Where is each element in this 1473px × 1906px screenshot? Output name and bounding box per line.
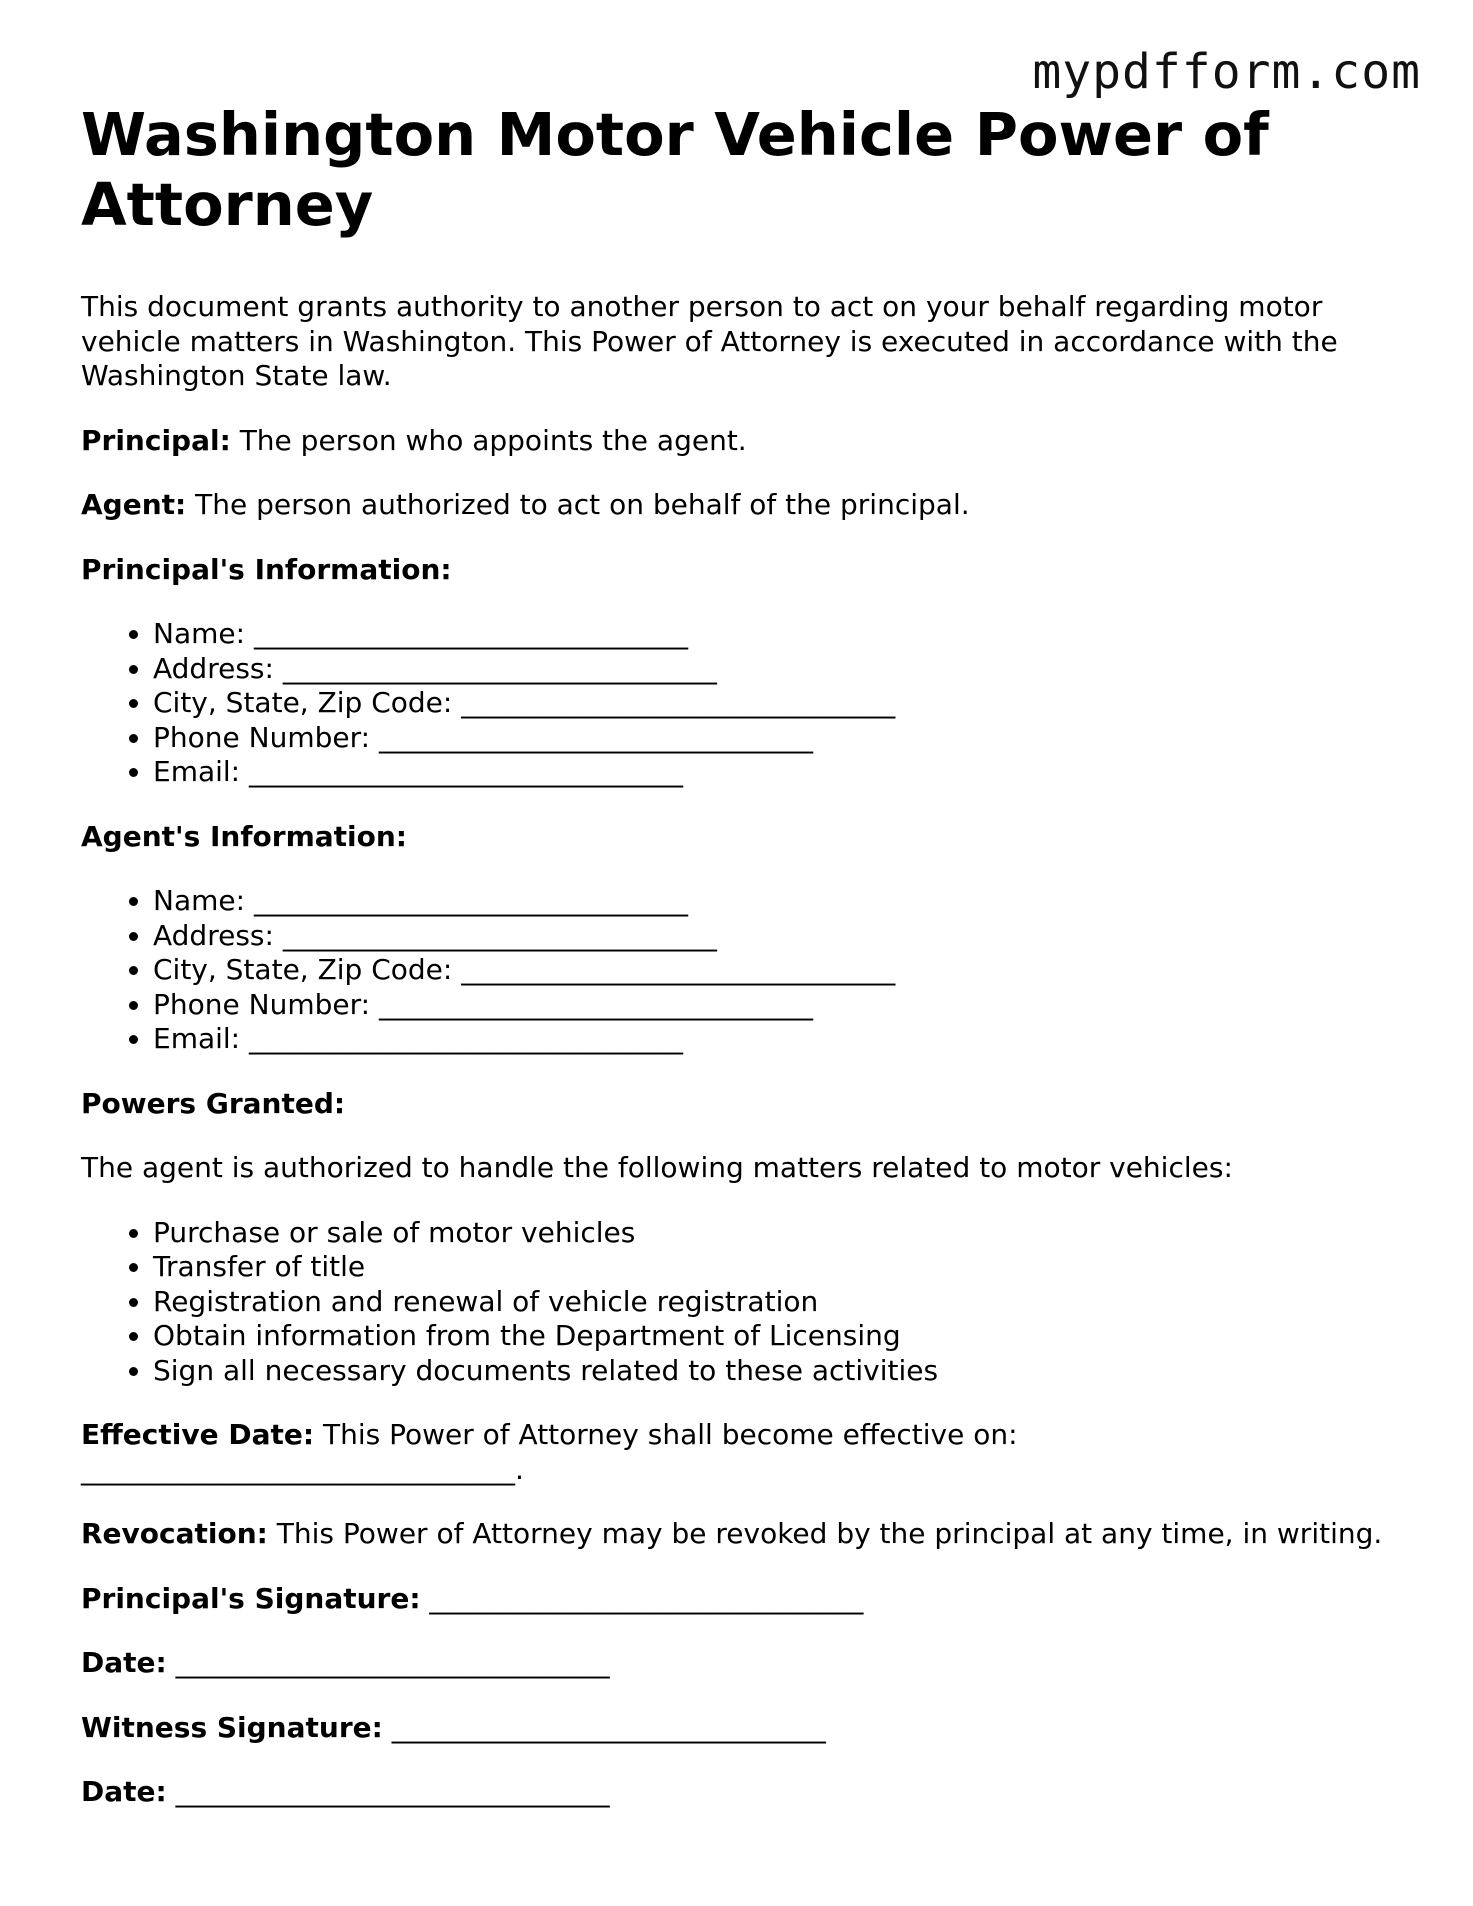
revocation-paragraph	[81, 1517, 1411, 1552]
intro-paragraph: This document grants authority to another person to act on your behalf regarding motor vehicle matters in Washington. This Power of Attorney is executed in accordance with the Washington State law.	[81, 290, 1338, 392]
list-item: • Transfer of title	[153, 1250, 1411, 1285]
agent-definition-label: Agent:	[81, 488, 187, 521]
principal-name-field[interactable]: • Name: _______________________________	[153, 617, 1411, 652]
witness-date-field[interactable]	[81, 1775, 1411, 1810]
principal-phone-field[interactable]: • Phone Number: _______________________________	[153, 721, 1411, 756]
principal-definition	[81, 424, 1411, 459]
list-item: • Purchase or sale of motor vehicles	[153, 1216, 1411, 1251]
principal-signature-line: _______________________________	[420, 1581, 864, 1615]
agent-info-heading: Agent's Information:	[81, 819, 408, 853]
agent-email-field[interactable]: • Email: _______________________________	[153, 1022, 1411, 1057]
principal-date-field[interactable]	[81, 1646, 1411, 1681]
revocation-text: This Power of Attorney may be revoked by the principal at any time, in writing.	[267, 1517, 1383, 1550]
powers-heading: Powers Granted:	[81, 1086, 346, 1120]
agent-definition	[81, 488, 1411, 523]
witness-signature-field[interactable]	[81, 1711, 1411, 1746]
agent-address-field[interactable]: • Address: _______________________________	[153, 919, 1411, 954]
principal-definition-text: The person who appoints the agent.	[230, 423, 747, 457]
principal-city-state-zip-field[interactable]: • City, State, Zip Code: _______________________________	[153, 686, 1411, 721]
principal-info-heading: Principal's Information:	[81, 552, 452, 586]
agent-name-field[interactable]: • Name: _______________________________	[153, 884, 1411, 919]
effective-date-label: Effective Date:	[81, 1418, 315, 1451]
list-item: • Sign all necessary documents related to these activities	[153, 1354, 1411, 1389]
witness-signature-line: _______________________________	[382, 1710, 826, 1744]
watermark: mypdfform.com	[1032, 44, 1421, 100]
effective-date-field[interactable]	[81, 1418, 1411, 1487]
agent-definition-text: The person authorized to act on behalf of the principal.	[186, 488, 970, 521]
principal-address-field[interactable]: • Address: _______________________________	[153, 652, 1411, 687]
agent-phone-field[interactable]: • Phone Number: _______________________________	[153, 988, 1411, 1023]
principal-date-line: _______________________________	[166, 1646, 610, 1679]
principal-date-label: Date:	[81, 1646, 167, 1679]
principal-email-field[interactable]: • Email: _______________________________	[153, 755, 1411, 790]
agent-city-state-zip-field[interactable]: • City, State, Zip Code: _______________________________	[153, 953, 1411, 988]
witness-date-label: Date:	[81, 1775, 167, 1808]
agent-info-list	[81, 884, 1411, 1057]
page-title: Washington Motor Vehicle Power of Attorney	[81, 100, 1269, 239]
principal-signature-label: Principal's Signature:	[81, 1581, 421, 1615]
list-item: • Registration and renewal of vehicle registration	[153, 1285, 1411, 1320]
witness-signature-label: Witness Signature:	[81, 1710, 383, 1744]
principal-info-list	[81, 617, 1411, 790]
list-item: • Obtain information from the Department of Licensing	[153, 1319, 1411, 1354]
effective-date-text: This Power of Attorney shall become effective on: _______________________________.	[81, 1418, 1018, 1486]
principal-signature-field[interactable]	[81, 1582, 1411, 1617]
document-page	[81, 100, 1411, 1840]
powers-list	[81, 1216, 1411, 1389]
witness-date-line: _______________________________	[166, 1775, 610, 1808]
principal-definition-label: Principal:	[81, 423, 231, 457]
powers-intro: The agent is authorized to handle the following matters related to motor vehicles:	[81, 1151, 1233, 1184]
revocation-label: Revocation:	[81, 1517, 268, 1550]
